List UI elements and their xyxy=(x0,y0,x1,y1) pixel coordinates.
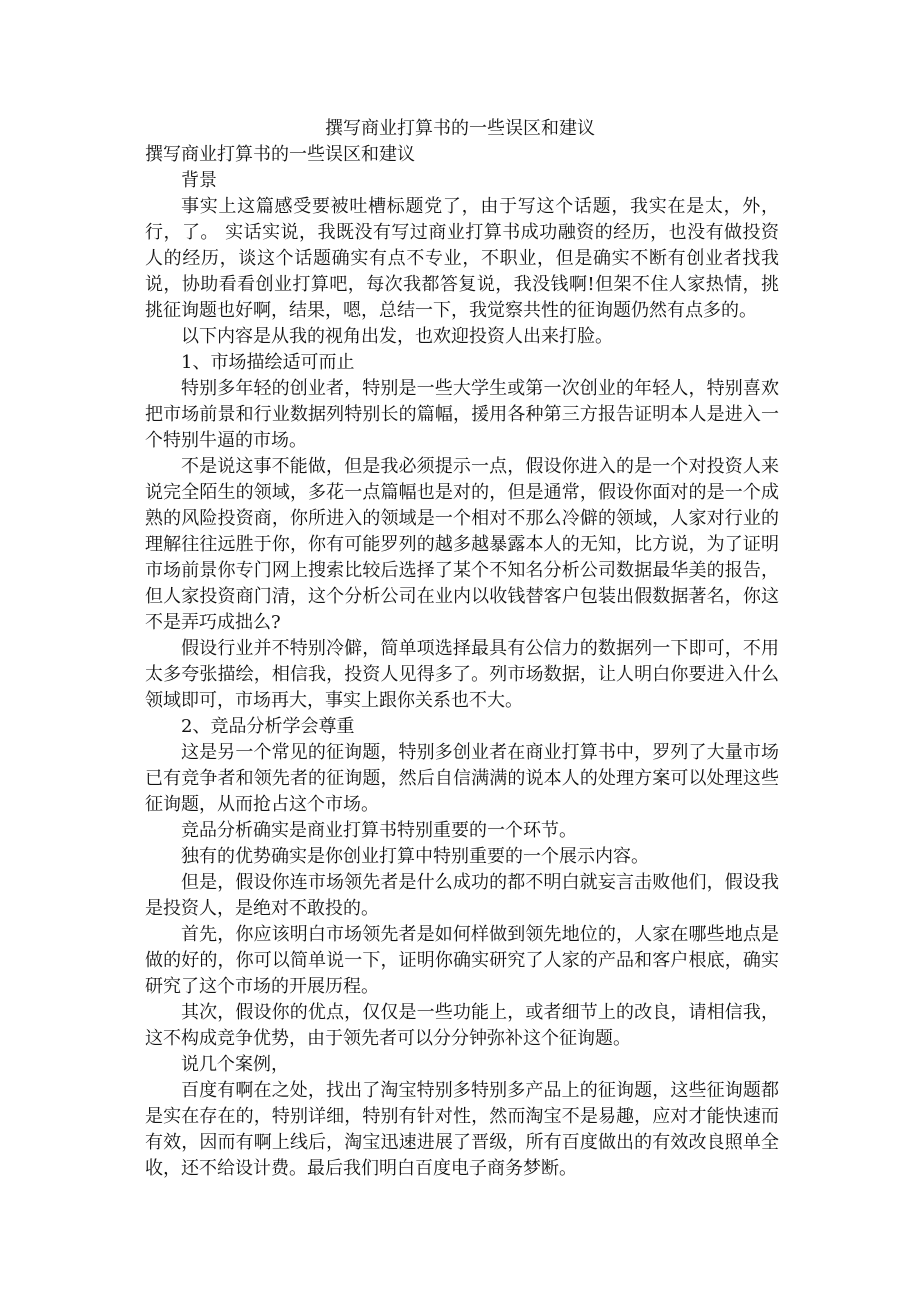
paragraph: 假设行业并不特别冷僻，简单项选择最具有公信力的数据列一下即可，不用太多夸张描绘，相信我，投资人见得多了。列市场数据，让人明白你要进入什么领域即可，市场再大，事实上跟你关系也不大。 xyxy=(145,638,779,711)
paragraph: 但是，假设你连市场领先者是什么成功的都不明白就妄言击败他们，假设我是投资人，是绝对不敢投的。 xyxy=(145,872,779,919)
paragraph: 事实上这篇感受要被吐槽标题党了，由于写这个话题，我实在是太，外，行，了。 实话实说，我既没有写过商业打算书成功融资的经历，也没有做投资人的经历，谈这个话题确实有点不专业，不职业，但是确实不断有创业者找我说，协助看看创业打算吧，每次我都答复说，我没钱啊!但架不住人家热情，挑挑征询题也好啊，结果，嗯，总结一下，我觉察共性的征询题仍然有点多的。 xyxy=(145,196,779,321)
document-subtitle: 撰写商业打算书的一些误区和建议 xyxy=(145,144,415,165)
paragraph: 百度有啊在之处，找出了淘宝特别多特别多产品上的征询题，这些征询题都是实在存在的，特别详细，特别有针对性，然而淘宝不是易趣，应对才能快速而有效，因而有啊上线后，淘宝迅速进展了晋级，所有百度做出的有效改良照单全收，还不给设计费。最后我们明白百度电子商务梦断。 xyxy=(145,1080,779,1179)
paragraph: 说几个案例， xyxy=(181,1054,289,1075)
paragraph: 这是另一个常见的征询题，特别多创业者在商业打算书中，罗列了大量市场已有竞争者和领先者的征询题，然后自信满满的说本人的处理方案可以处理这些征询题，从而抢占这个市场。 xyxy=(145,742,779,815)
paragraph: 独有的优势确实是你创业打算中特别重要的一个展示内容。 xyxy=(181,846,649,867)
paragraph: 特别多年轻的创业者，特别是一些大学生或第一次创业的年轻人，特别喜欢把市场前景和行业数据列特别长的篇幅，援用各种第三方报告证明本人是进入一个特别牛逼的市场。 xyxy=(145,378,779,451)
paragraph: 以下内容是从我的视角出发，也欢迎投资人出来打脸。 xyxy=(181,326,613,347)
section-heading-background: 背景 xyxy=(181,170,217,191)
section-heading-2: 2、竞品分析学会尊重 xyxy=(181,716,355,737)
paragraph: 其次，假设你的优点，仅仅是一些功能上，或者细节上的改良，请相信我，这不构成竞争优势，由于领先者可以分分钟弥补这个征询题。 xyxy=(145,1002,779,1049)
paragraph: 竞品分析确实是商业打算书特别重要的一个环节。 xyxy=(181,820,577,841)
document-body xyxy=(145,142,779,1182)
section-heading-1: 1、市场描绘适可而止 xyxy=(181,352,355,373)
paragraph: 首先，你应该明白市场领先者是如何样做到领先地位的，人家在哪些地点是做的好的，你可以简单说一下，证明你确实研究了人家的产品和客户根底，确实研究了这个市场的开展历程。 xyxy=(145,924,779,997)
document-title: 撰写商业打算书的一些误区和建议 xyxy=(325,118,595,139)
paragraph: 不是说这事不能做，但是我必须提示一点，假设你进入的是一个对投资人来说完全陌生的领域，多花一点篇幅也是对的，但是通常，假设你面对的是一个成熟的风险投资商，你所进入的领域是一个相对不那么冷僻的领域，人家对行业的理解往往远胜于你，你有可能罗列的越多越暴露本人的无知，比方说，为了证明市场前景你专门网上搜索比较后选择了某个不知名分析公司数据最华美的报告，但人家投资商门清，这个分析公司在业内以收钱替客户包装出假数据著名，你这不是弄巧成拙么? xyxy=(145,456,779,633)
